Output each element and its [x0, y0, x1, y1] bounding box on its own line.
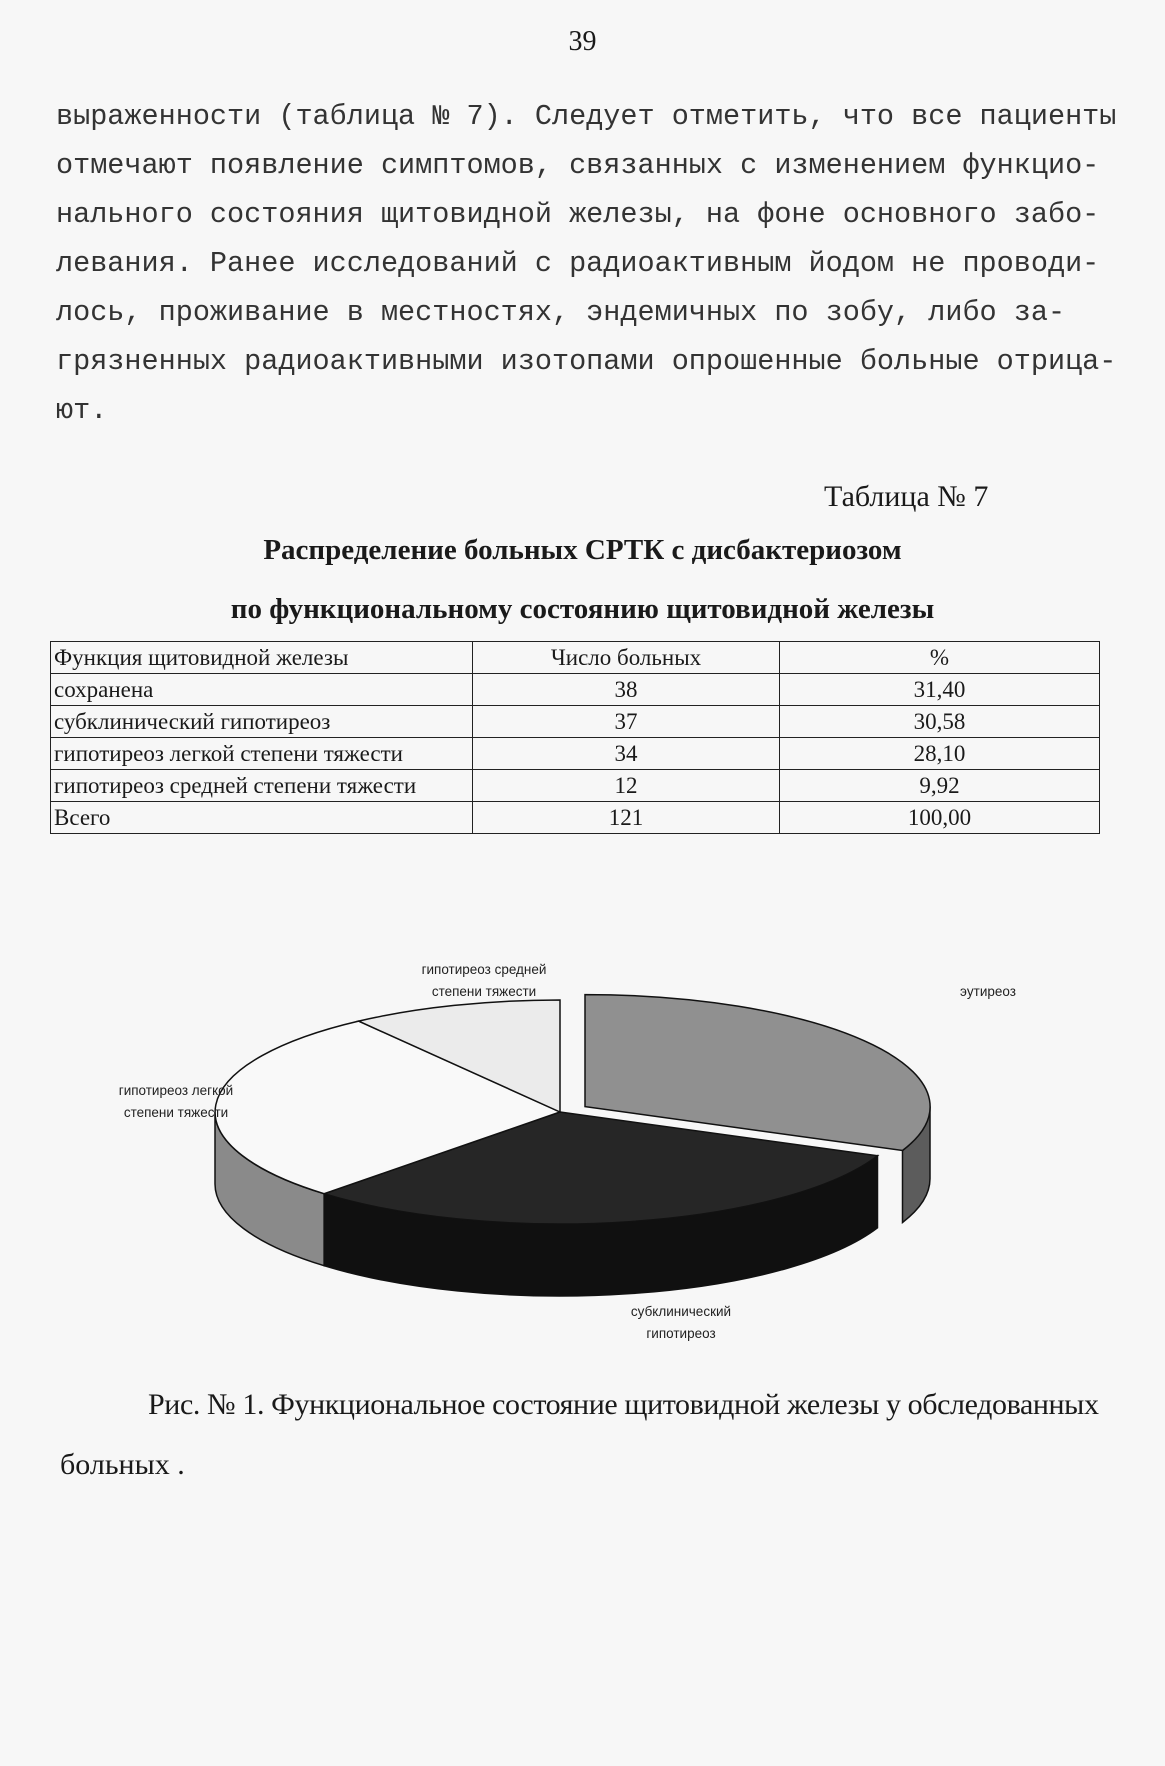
table-cell: 28,10 [780, 738, 1100, 770]
table-row [51, 738, 1100, 770]
table-label: Таблица № 7 [824, 480, 989, 513]
table-title: Распределение больных СРТК с дисбактериозом [263, 534, 902, 566]
table-row [51, 674, 1100, 706]
pie-chart [80, 940, 1040, 1360]
table-cell: 38 [473, 674, 780, 706]
table-cell: гипотиреоз легкой степени тяжести [51, 738, 473, 770]
paragraph-line: ют. [56, 394, 108, 427]
paragraph-line: отмечают появление симптомов, связанных с изменением функцио- [56, 149, 1100, 182]
pie-slices [215, 995, 930, 1296]
paragraph-line: грязненных радиоактивными изотопами опрошенные больные отрица- [56, 345, 1117, 378]
table-cell: 30,58 [780, 706, 1100, 738]
table-cell: субклинический гипотиреоз [51, 706, 473, 738]
label-subclinical-2: гипотиреоз [646, 1326, 716, 1341]
table-cell: 37 [473, 706, 780, 738]
table-cell: сохранена [51, 674, 473, 706]
table-row [51, 770, 1100, 802]
label-subclinical: субклинический [630, 1304, 732, 1319]
label-light-2: степени тяжести [123, 1105, 229, 1120]
table-cell: 31,40 [780, 674, 1100, 706]
paragraph-line: лось, проживание в местностях, эндемичных по зобу, либо за- [56, 296, 1066, 329]
page-number: 39 [568, 26, 597, 57]
figure-caption-line2: больных . [60, 1448, 185, 1481]
table-cell: 34 [473, 738, 780, 770]
table-total-row [51, 802, 1100, 834]
data-table [50, 641, 1100, 834]
header-cell-count: Число больных [473, 642, 780, 674]
figure-caption: Рис. № 1. Функциональное состояние щитовидной железы у обследованных [148, 1388, 1099, 1421]
table-cell: 100,00 [780, 802, 1100, 834]
label-moderate: гипотиреоз средней [421, 962, 547, 977]
table-cell: 9,92 [780, 770, 1100, 802]
paragraph-line: нального состояния щитовидной железы, на фоне основного забо- [56, 198, 1100, 231]
header-cell-percent: % [780, 642, 1100, 674]
label-light: гипотиреоз легкой [118, 1083, 234, 1098]
table-title-line2: по функциональному состоянию щитовидной железы [230, 593, 935, 625]
body-paragraph [56, 92, 1126, 435]
table-header-row [51, 642, 1100, 674]
header-cell-function: Функция щитовидной железы [51, 642, 473, 674]
table-cell: 121 [473, 802, 780, 834]
table-cell: Всего [51, 802, 473, 834]
paragraph-line: левания. Ранее исследований с радиоактивным йодом не проводи- [56, 247, 1100, 280]
label-eutireoz: эутиреоз [960, 984, 1016, 999]
table-cell: гипотиреоз средней степени тяжести [51, 770, 473, 802]
label-moderate-2: степени тяжести [431, 984, 537, 999]
table-cell: 12 [473, 770, 780, 802]
table-row [51, 706, 1100, 738]
paragraph-line: выраженности (таблица № 7). Следует отметить, что все пациенты [56, 100, 1117, 133]
